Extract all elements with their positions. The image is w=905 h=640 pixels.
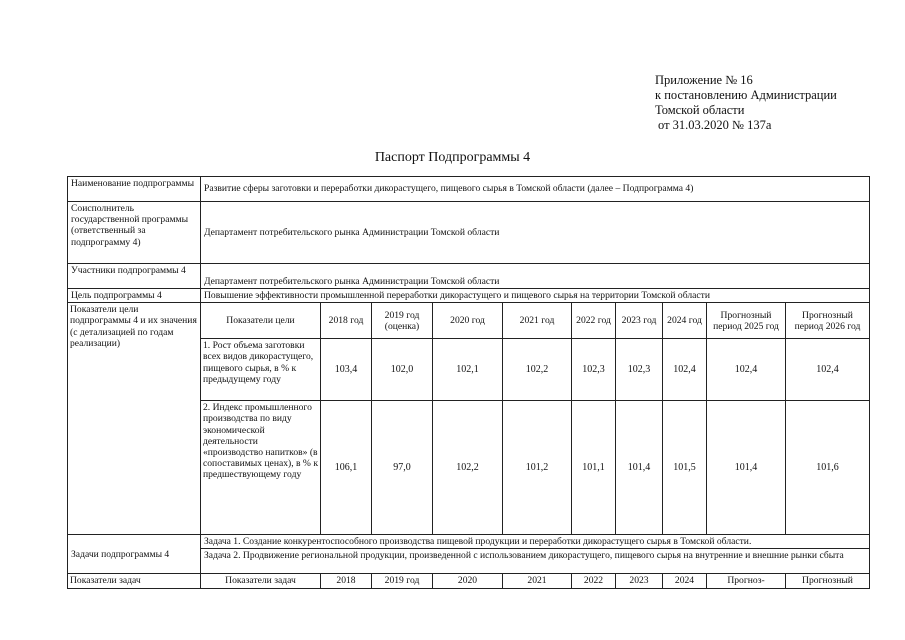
row-coexec-label: Соисполнитель государственной программы (ответственный за подпрограмму 4) bbox=[68, 202, 201, 264]
appendix-line-4: от 31.03.2020 № 137а bbox=[658, 118, 772, 132]
indicator-value: 102,3 bbox=[572, 339, 616, 401]
indicator-name: 1. Рост объема заготовки всех видов дикорастущего, пищевого сырья, в % к предыдущему году bbox=[201, 339, 321, 401]
task-2: Задача 2. Продвижение региональной продукции, произведенной с использованием дикорастущего, пищевого сырья на внутренние и внешние рынки сбыта bbox=[201, 549, 870, 574]
task-indicators-label: Показатели задач bbox=[68, 574, 201, 588]
indicators-header-cell: Показатели цели bbox=[201, 303, 321, 339]
row-goal-label: Цель подпрограммы 4 bbox=[68, 289, 201, 303]
indicators-header-cell: 2024 год bbox=[663, 303, 707, 339]
indicator-value: 106,1 bbox=[321, 401, 372, 535]
indicators-header-cell: Прогнозный период 2025 год bbox=[707, 303, 786, 339]
row-participants-label: Участники подпрограммы 4 bbox=[68, 264, 201, 289]
indicator-value: 102,2 bbox=[433, 401, 503, 535]
indicators-header-cell: 2020 год bbox=[433, 303, 503, 339]
indicator-value: 102,3 bbox=[616, 339, 663, 401]
tasks-label: Задачи подпрограммы 4 bbox=[68, 535, 201, 574]
indicators-header-cell: 2022 год bbox=[572, 303, 616, 339]
indicators-header-cell: Прогнозный период 2026 год bbox=[786, 303, 870, 339]
indicator-value: 102,1 bbox=[433, 339, 503, 401]
task-row-1 bbox=[68, 535, 870, 549]
appendix-line-3: Томской области bbox=[655, 103, 745, 117]
task-indicators-header-cell: 2018 bbox=[321, 574, 372, 588]
task-indicators-header-cell: 2022 bbox=[572, 574, 616, 588]
task-indicators-header-row bbox=[68, 574, 870, 588]
indicator-value: 102,4 bbox=[663, 339, 707, 401]
task-indicators-header-cell: 2019 год bbox=[372, 574, 433, 588]
appendix-line-1: Приложение № 16 bbox=[655, 73, 753, 87]
indicator-value: 101,4 bbox=[616, 401, 663, 535]
indicator-value: 102,2 bbox=[503, 339, 572, 401]
passport-table bbox=[67, 176, 870, 589]
row-name bbox=[68, 177, 870, 202]
task-indicators-header-cell: 2020 bbox=[433, 574, 503, 588]
indicator-value: 97,0 bbox=[372, 401, 433, 535]
row-participants bbox=[68, 264, 870, 289]
indicator-value: 102,4 bbox=[786, 339, 870, 401]
row-goal bbox=[68, 289, 870, 303]
task-1: Задача 1. Создание конкурентоспособного производства пищевой продукции и переработки дикорастущего сырья в Томской области. bbox=[201, 535, 870, 549]
indicator-value: 101,2 bbox=[503, 401, 572, 535]
indicator-value: 103,4 bbox=[321, 339, 372, 401]
task-indicators-header-cell: Прогноз- bbox=[707, 574, 786, 588]
indicator-name: 2. Индекс промышленного производства по виду экономической деятельности «производство напитков» (в сопоставимых ценах), в % к предшествующему году bbox=[201, 401, 321, 535]
indicators-header-cell: 2021 год bbox=[503, 303, 572, 339]
page-title: Паспорт Подпрограммы 4 bbox=[374, 150, 531, 165]
indicators-header-row bbox=[68, 303, 870, 339]
task-indicators-header-cell: 2024 bbox=[663, 574, 707, 588]
indicator-value: 102,4 bbox=[707, 339, 786, 401]
row-coexec-value: Департамент потребительского рынка Администрации Томской области bbox=[201, 202, 870, 264]
task-indicators-header-cell: Показатели задач bbox=[201, 574, 321, 588]
appendix-line-2: к постановлению Администрации bbox=[655, 88, 837, 102]
indicator-value: 101,1 bbox=[572, 401, 616, 535]
row-goal-value: Повышение эффективности промышленной переработки дикорастущего и пищевого сырья на территории Томской области bbox=[201, 289, 870, 303]
indicator-value: 101,4 bbox=[707, 401, 786, 535]
row-coexec bbox=[68, 202, 870, 264]
indicator-value: 101,5 bbox=[663, 401, 707, 535]
row-name-value: Развитие сферы заготовки и переработки дикорастущего, пищевого сырья в Томской области (далее – Подпрограмма 4) bbox=[201, 177, 870, 202]
indicators-header-cell: 2019 год (оценка) bbox=[372, 303, 433, 339]
indicators-header-cell: 2023 год bbox=[616, 303, 663, 339]
task-indicators-header-cell: 2023 bbox=[616, 574, 663, 588]
indicators-label bbox=[68, 303, 201, 535]
task-indicators-header-cell: Прогнозный bbox=[786, 574, 870, 588]
row-participants-value: Департамент потребительского рынка Администрации Томской области bbox=[201, 264, 870, 289]
indicator-value: 102,0 bbox=[372, 339, 433, 401]
row-name-label: Наименование подпрограммы bbox=[68, 177, 201, 202]
task-indicators-header-cell: 2021 bbox=[503, 574, 572, 588]
indicators-header-cell: 2018 год bbox=[321, 303, 372, 339]
indicators-label-text: Показатели цели подпрограммы 4 и их значения (с детализацией по годам реализации) bbox=[70, 304, 197, 349]
indicator-value: 101,6 bbox=[786, 401, 870, 535]
appendix-block bbox=[655, 73, 895, 133]
